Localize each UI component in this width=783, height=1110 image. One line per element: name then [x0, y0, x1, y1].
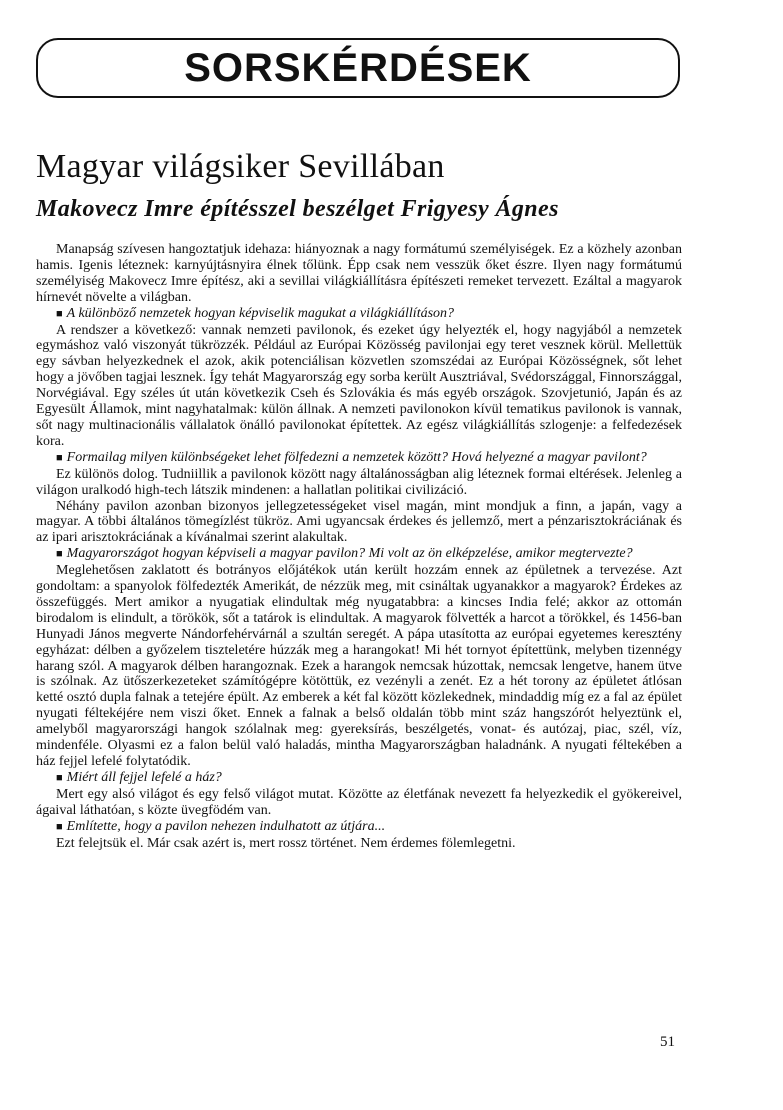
interview-question: [36, 770, 682, 787]
section-banner: [36, 38, 680, 98]
question-text: Magyarországot hogyan képviseli a magyar pavilon? Mi volt az ön elképzelése, amikor megtervezte?: [66, 546, 633, 562]
interview-question: [36, 450, 682, 467]
answer-paragraph: Meglehetősen zaklatott és botrányos előjátékok után került hozzám ennek az épületnek a tervezése. Azt gondoltam: a spanyolok fölfedezték Amerikát, de nézzük meg, mit csináltak ugyanakkor a magyarok? Érdekes az összefüggés. Mert amikor a nyugatiak elindultak még nyugatabbra: a kincses India felé; akkor az ottomán birodalom is elindult, a törökök, sőt a tatárok is elindultak. A magyarok fölvették a harcot a törökkel, és 1456-ban Hunyadi János megverte Nándorfehérvárnál a szultán seregét. A pápa utasította az európai egyetemes keresztény egyházat: délben a győzelem tiszteletére húzzák meg a harangokat! Mi hét tornyot építettünk, melyben tizennégy harang szól. A magyarok délben harangoznak. Ezek a harangok nemcsak húzottak, nemcsak lengetve, hanem ütve is szólnak. Az ütőszerkezeteket számítógépre kötöttük, ez vezényli a zenét. Ez a hét torony az épületet átlósan ketté osztó dupla falnak a tetejére épült. Az emberek a két fal között közlekednek, mindaddig míg ez a fal az épület nyugati féltekéjére nem viszi őket. Ennek a falnak a belső oldalán több mint száz hangszórót helyeztünk el, amelyből magyarországi hangok szólalnak meg: gyereksírás, beszélgetés, vonat- és autózaj, piac, szél, víz, mindenféle. Olyasmi ez a falon belül való haladás, mintha Magyarországban haladnánk. A nyugati féltekében a ház fejjel lefelé folytatódik.: [36, 563, 682, 769]
question-text: Formailag milyen különbségeket lehet fölfedezni a nemzetek között? Hová helyezné a magyar pavilont?: [66, 449, 647, 465]
question-text: Miért áll fejjel lefelé a ház?: [66, 769, 222, 785]
answer-paragraph: Néhány pavilon azonban bizonyos jellegzetességeket visel magán, mint mondjuk a finn, a japán, vagy a magyar. A többi általános tömegízlést tükröz. Ami ugyancsak érdekes és jellemző, mert a pénzarisztokráciának és az ipari arisztokráciának a kívánalmai szerint alakultak.: [36, 498, 682, 546]
square-bullet-icon: ■: [56, 451, 63, 464]
section-banner-label: SORSKÉRDÉSEK: [184, 45, 532, 90]
article-title: Magyar világsiker Sevillában: [36, 148, 445, 185]
answer-paragraph: Ezt felejtsük el. Már csak azért is, mert rossz történet. Nem érdemes fölemlegetni.: [56, 835, 516, 851]
interview-question: [36, 819, 682, 836]
square-bullet-icon: ■: [56, 771, 63, 784]
question-text: A különböző nemzetek hogyan képviselik magukat a világkiállításon?: [66, 305, 455, 321]
question-text: Említette, hogy a pavilon nehezen indulhatott az útjára...: [66, 818, 386, 834]
square-bullet-icon: ■: [56, 307, 63, 320]
answer-paragraph: Mert egy alsó világot és egy felső világot mutat. Közötte az életfának nevezett fa helyezkedik el gyökereivel, ágaival láthatóan, s közte üvegfödém van.: [36, 786, 682, 818]
answer-paragraph: A rendszer a következő: vannak nemzeti pavilonok, és ezeket úgy helyezték el, hogy nagyjából a nemzetek egymáshoz való viszonyát tükrözzék. Például az Európai Közösség pavilonjai egy teret vesznek körül. Mellettük egy sávban helyezkednek el azok, akik potenciálisan közvetlen szomszédai az Európai Közösségnek, sőt lehet hogy a jövőben tagjai lesznek. Így tehát Magyarország egy sorba került Ausztriával, Svédországgal, Finnországgal, Norvégiával. Egy széles út után következik Cseh és Szlovákia és más egyéb országok. Szovjetunió, Japán és az Egyesült Államok, mint nagyhatalmak: külön állnak. A nemzeti pavilonokon kívül tematikus pavilonok is vannak, sőt nagy multinacionális vállalatok önálló pavilonokat építettek. Az egész világkiállítás szlogenje: a felfedezések kora.: [36, 322, 682, 449]
paragraph-intro: Manapság szívesen hangoztatjuk idehaza: hiányoznak a nagy formátumú személyiségek. Ez a közhely azonban hamis. Igenis léteznek: karnyújtásnyira élnek tőlünk. Épp csak nem vesszük őket észre. Ilyen nagy formátumú személyiség Makovecz Imre építész, aki a sevillai világkiállításra építészeti remeket tervezett. Ezáltal a magyarok hírnevét növelte a világban.: [36, 242, 682, 305]
square-bullet-icon: ■: [56, 548, 63, 561]
interview-question: [36, 546, 682, 563]
page-number: 51: [660, 1034, 675, 1050]
interview-question: [36, 306, 682, 323]
square-bullet-icon: ■: [56, 820, 63, 833]
answer-paragraph: Ez különös dolog. Tudniillik a pavilonok között nagy általánosságban alig léteznek formai eltérések. Jelenleg a világon uralkodó high-tech látszik mindenen: a hallatlan politikai civilizáció.: [36, 466, 682, 498]
article-body: [36, 242, 682, 851]
article-subtitle: Makovecz Imre építésszel beszélget Frigyesy Ágnes: [36, 196, 559, 222]
